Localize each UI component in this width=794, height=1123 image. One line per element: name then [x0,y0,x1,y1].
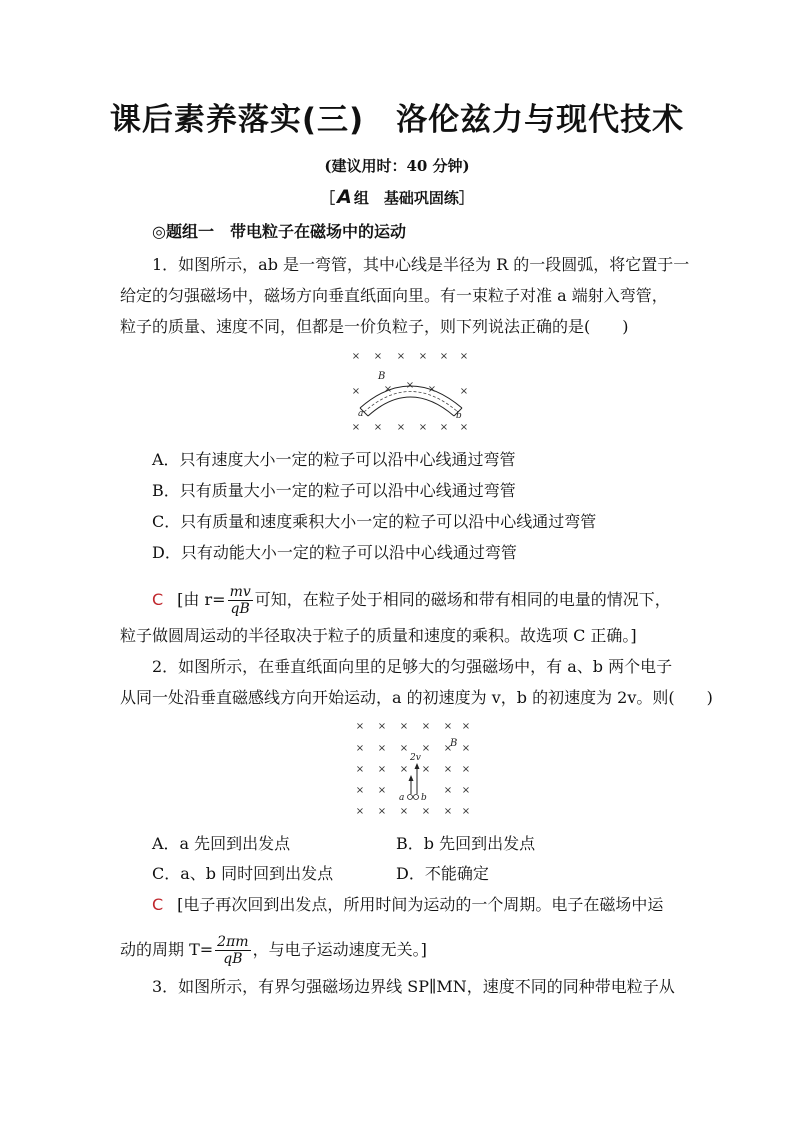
q2-option-a: A．a 先回到出发点 [152,834,291,853]
q2-option-c: C．a、b 同时回到出发点 [152,864,334,883]
page-title: 课后素养落实(三) 洛伦兹力与现代技术 [109,102,685,138]
field-cross: × [443,785,453,796]
arrowhead-a [409,775,414,781]
field-cross: × [443,806,453,817]
electron-b [414,795,419,800]
q1-line1: 1．如图所示，ab 是一弯管，其中心线是半径为 R 的一段圆弧，将它置于一 [152,255,690,274]
q2-formula [215,934,250,967]
field-cross: × [427,384,437,395]
field-cross: × [461,806,471,817]
field-cross: × [439,351,449,362]
q2-option-d: D．不能确定 [396,864,489,883]
q1-formula-num: mv [229,584,251,600]
field-cross: × [399,764,409,775]
q2-option-b: B．b 先回到出发点 [396,834,536,853]
field-cross: × [355,743,365,754]
q1-line2: 给定的匀强磁场中，磁场方向垂直纸面向里。有一束粒子对准 a 端射入弯管， [120,286,668,305]
q1-line3: 粒子的质量、速度不同，但都是一价负粒子，则下列说法正确的是( ) [120,317,629,336]
q1-option-c: C．只有质量和速度乘积大小一定的粒子可以沿中心线通过弯管 [152,512,597,531]
section-heading: ◎题组一 带电粒子在磁场中的运动 [152,222,406,241]
field-cross: × [377,764,387,775]
field-cross: × [377,785,387,796]
field-cross: × [443,764,453,775]
bracket-right: ］ [458,189,474,207]
field-cross: × [439,422,449,433]
q2-figure [348,715,474,820]
field-cross: × [355,721,365,732]
q2-exp-pre: 动的周期 T= [120,940,214,959]
q2-explanation-line1 [152,895,708,915]
field-cross: × [461,721,471,732]
field-cross: × [377,806,387,817]
q1-answer: C [152,590,164,609]
field-cross: × [355,764,365,775]
arrowhead-b [415,763,420,769]
group-header [0,186,794,208]
q1-figure [340,346,480,436]
q3-line1: 3．如图所示，有界匀强磁场边界线 SP∥MN，速度不同的同种带电粒子从 [152,977,675,996]
label-b: b [421,793,427,803]
q1-explanation [152,584,708,617]
field-cross: × [421,806,431,817]
field-cross: × [351,386,361,397]
field-cross: × [461,764,471,775]
field-cross: × [421,743,431,754]
q2-line2: 从同一处沿垂直磁感线方向开始运动，a 的初速度为 v，b 的初速度为 2v。则( ) [120,688,713,707]
field-cross: × [421,721,431,732]
field-cross: × [396,422,406,433]
q2-formula-num: 2πm [217,934,249,950]
q1-exp-post: 可知，在粒子处于相同的磁场和带有相同的电量的情况下， [254,590,671,609]
label-B: B [450,738,458,749]
field-cross: × [459,386,469,397]
field-cross: × [459,422,469,433]
label-b: b [456,411,462,421]
label-B: B [378,371,386,382]
group-label: 组 基础巩固练 [353,189,459,207]
label-a: a [358,409,364,419]
field-cross: × [418,422,428,433]
q2-line1: 2．如图所示，在垂直纸面向里的足够大的匀强磁场中，有 a、b 两个电子 [152,657,673,676]
q1-formula-den: qB [230,601,250,617]
field-cross: × [443,721,453,732]
q2-exp-post: ，与电子运动速度无关。] [252,940,427,959]
field-cross: × [355,806,365,817]
field-cross: × [351,351,361,362]
field-cross: × [377,721,387,732]
field-cross: × [373,422,383,433]
field-cross: × [461,743,471,754]
field-cross: × [399,743,409,754]
q2-explanation-line2 [120,934,676,967]
q1-exp-pre: [由 r= [177,590,226,609]
field-cross: × [443,743,453,754]
field-cross: × [396,351,406,362]
time-note: (建议用时：40 分钟) [324,157,470,175]
q1-option-d: D．只有动能大小一定的粒子可以沿中心线通过弯管 [152,543,517,562]
field-cross: × [459,351,469,362]
field-cross: × [421,764,431,775]
field-cross: × [461,785,471,796]
field-cross: × [355,785,365,796]
label-a: a [399,793,405,803]
field-cross: × [405,380,415,391]
group-letter: A [337,186,352,208]
field-cross: × [377,743,387,754]
q2-answer: C [152,895,164,914]
field-cross: × [383,384,393,395]
field-cross: × [373,351,383,362]
q1-explanation-line2: 粒子做圆周运动的半径取决于粒子的质量和速度的乘积。故选项 C 正确。] [120,626,637,645]
label-2v: 2v [410,753,421,763]
q1-formula [228,584,253,617]
q2-exp-line1-text: [电子再次回到出发点，所用时间为运动的一个周期。电子在磁场中运 [177,895,664,914]
field-cross: × [399,806,409,817]
q1-option-b: B．只有质量大小一定的粒子可以沿中心线通过弯管 [152,481,516,500]
field-cross: × [418,351,428,362]
field-cross: × [399,721,409,732]
q2-formula-den: qB [223,951,243,967]
field-cross: × [351,422,361,433]
bracket-left: ［ [320,189,336,207]
q1-option-a: A．只有速度大小一定的粒子可以沿中心线通过弯管 [152,450,516,469]
electron-a [408,795,413,800]
